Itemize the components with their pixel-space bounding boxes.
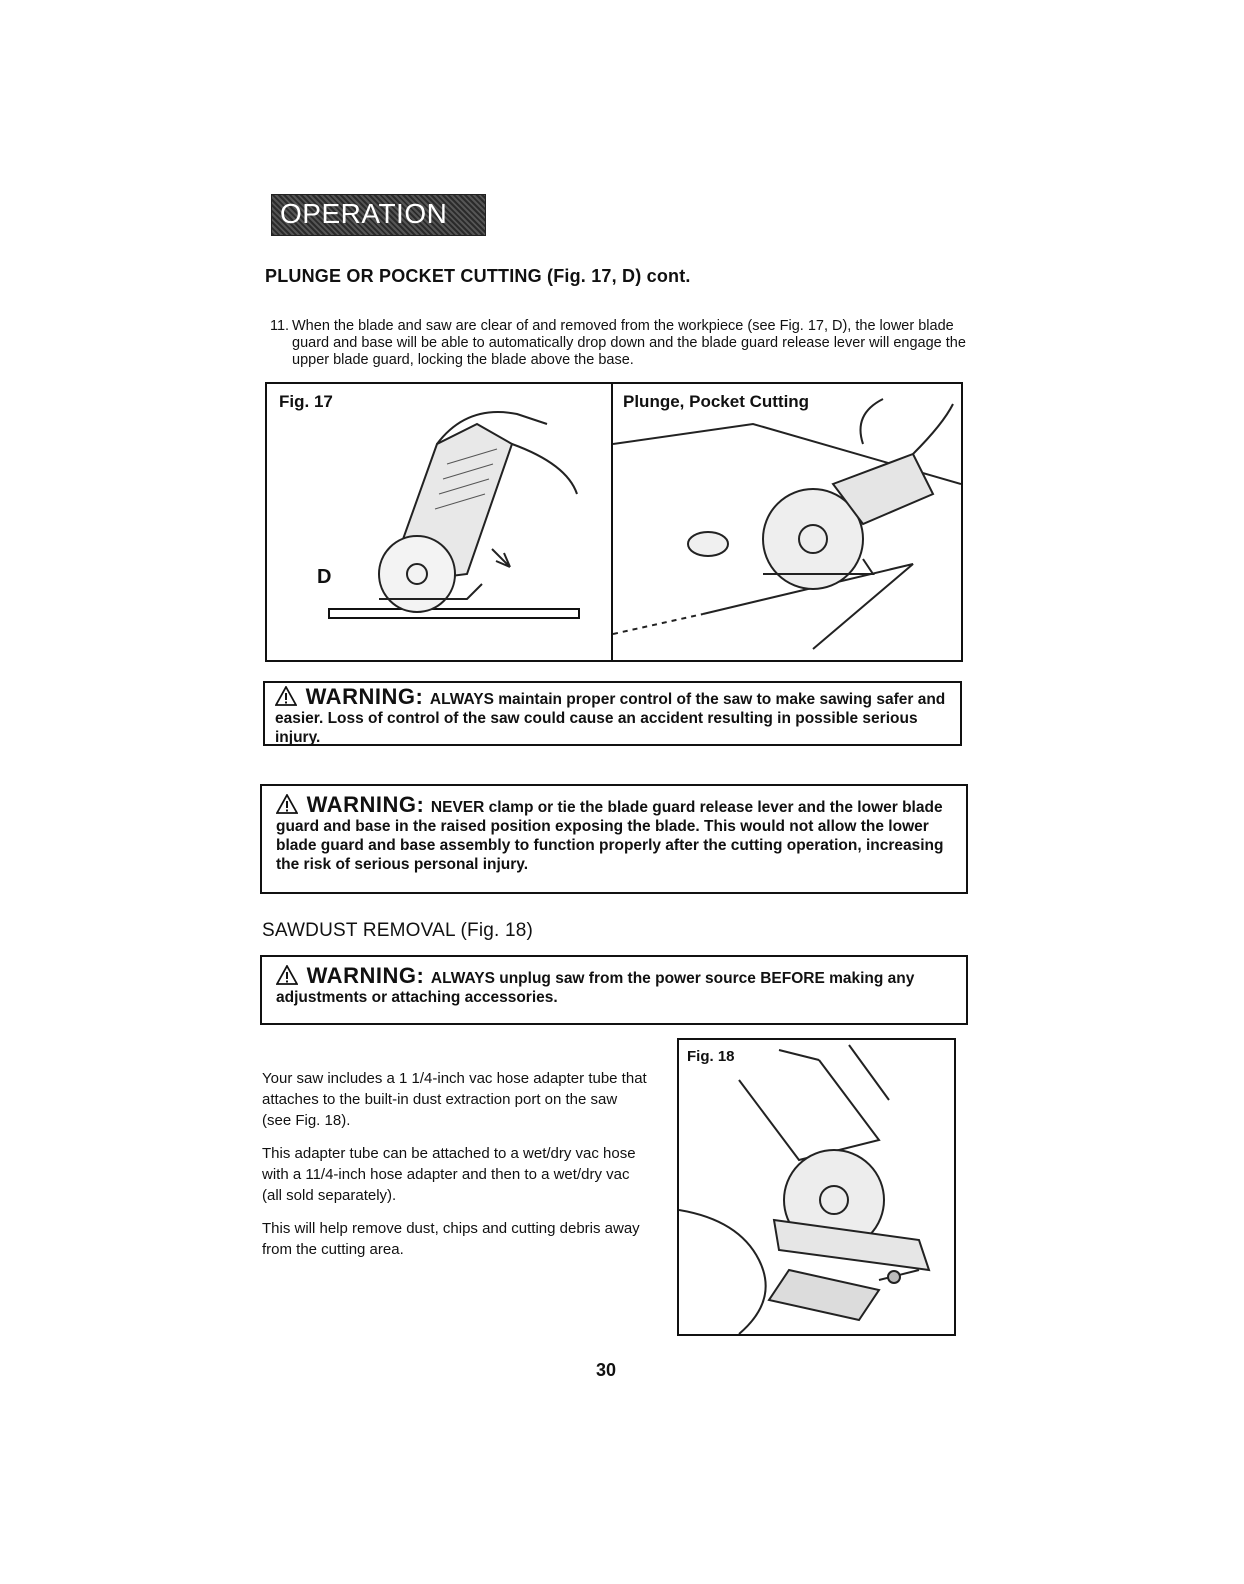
fig17-callout-d: D bbox=[317, 566, 332, 588]
warning-box-2 bbox=[260, 784, 968, 894]
warning-3-text: ALWAYS unplug saw from the power source BEFORE making any adjustments or attaching accessories. bbox=[276, 970, 915, 1006]
warning-triangle-icon bbox=[276, 794, 298, 814]
step-number: 11. bbox=[270, 318, 290, 334]
step-text: When the blade and saw are clear of and removed from the workpiece (see Fig. 17, D), the lower blade guard and base will be able to automatically drop down and the blade guard release lever will engage the upper blade guard, locking the blade above the base. bbox=[292, 318, 966, 368]
sawdust-heading: SAWDUST REMOVAL (Fig. 18) bbox=[262, 920, 534, 941]
step-11 bbox=[270, 318, 990, 369]
warning-2-label: WARNING: bbox=[306, 792, 425, 817]
warning-2-text: NEVER clamp or tie the blade guard release lever and the lower blade guard and base in the raised position exposing the blade. This would not allow the lower blade guard and base assembly to function properly after the cutting operation, increasing the risk of serious personal injury. bbox=[276, 799, 944, 873]
warning-3-label: WARNING: bbox=[306, 963, 425, 988]
warning-box-1 bbox=[263, 681, 962, 746]
warning-triangle-icon bbox=[275, 686, 297, 706]
sawdust-paragraph-3: This will help remove dust, chips and cutting debris away from the cutting area. bbox=[262, 1220, 640, 1258]
sawdust-body bbox=[262, 1068, 647, 1272]
sawdust-paragraph-2: This adapter tube can be attached to a wet/dry vac hose with a 11/4-inch hose adapter and then to a wet/dry vac (all sold separately). bbox=[262, 1145, 636, 1204]
warning-triangle-icon bbox=[276, 965, 298, 985]
warning-1-label: WARNING: bbox=[305, 684, 424, 709]
fig17-frame bbox=[265, 382, 963, 662]
section-banner-title: OPERATION cont. bbox=[280, 198, 448, 261]
warning-box-3 bbox=[260, 955, 968, 1025]
warning-1-text: ALWAYS maintain proper control of the saw to make sawing safer and easier. Loss of control of the saw could cause an accident resulting in possible serious injury. bbox=[275, 691, 946, 746]
fig17-label: Fig. 17 bbox=[279, 392, 333, 411]
sawdust-paragraph-1: Your saw includes a 1 1/4-inch vac hose adapter tube that attaches to the built-in dust extraction port on the saw (see Fig. 18). bbox=[262, 1070, 647, 1129]
fig18-dust-port-illustration bbox=[679, 1040, 954, 1334]
fig17-right-title: Plunge, Pocket Cutting bbox=[623, 392, 810, 411]
fig18-frame bbox=[677, 1038, 956, 1336]
fig17-pocket-illustration bbox=[613, 384, 961, 660]
page-number: 30 bbox=[596, 1360, 617, 1380]
plunge-heading: PLUNGE OR POCKET CUTTING (Fig. 17, D) cont. bbox=[265, 266, 691, 286]
fig17-saw-illustration bbox=[267, 384, 611, 660]
fig18-label: Fig. 18 bbox=[687, 1048, 735, 1065]
section-banner bbox=[271, 194, 486, 261]
